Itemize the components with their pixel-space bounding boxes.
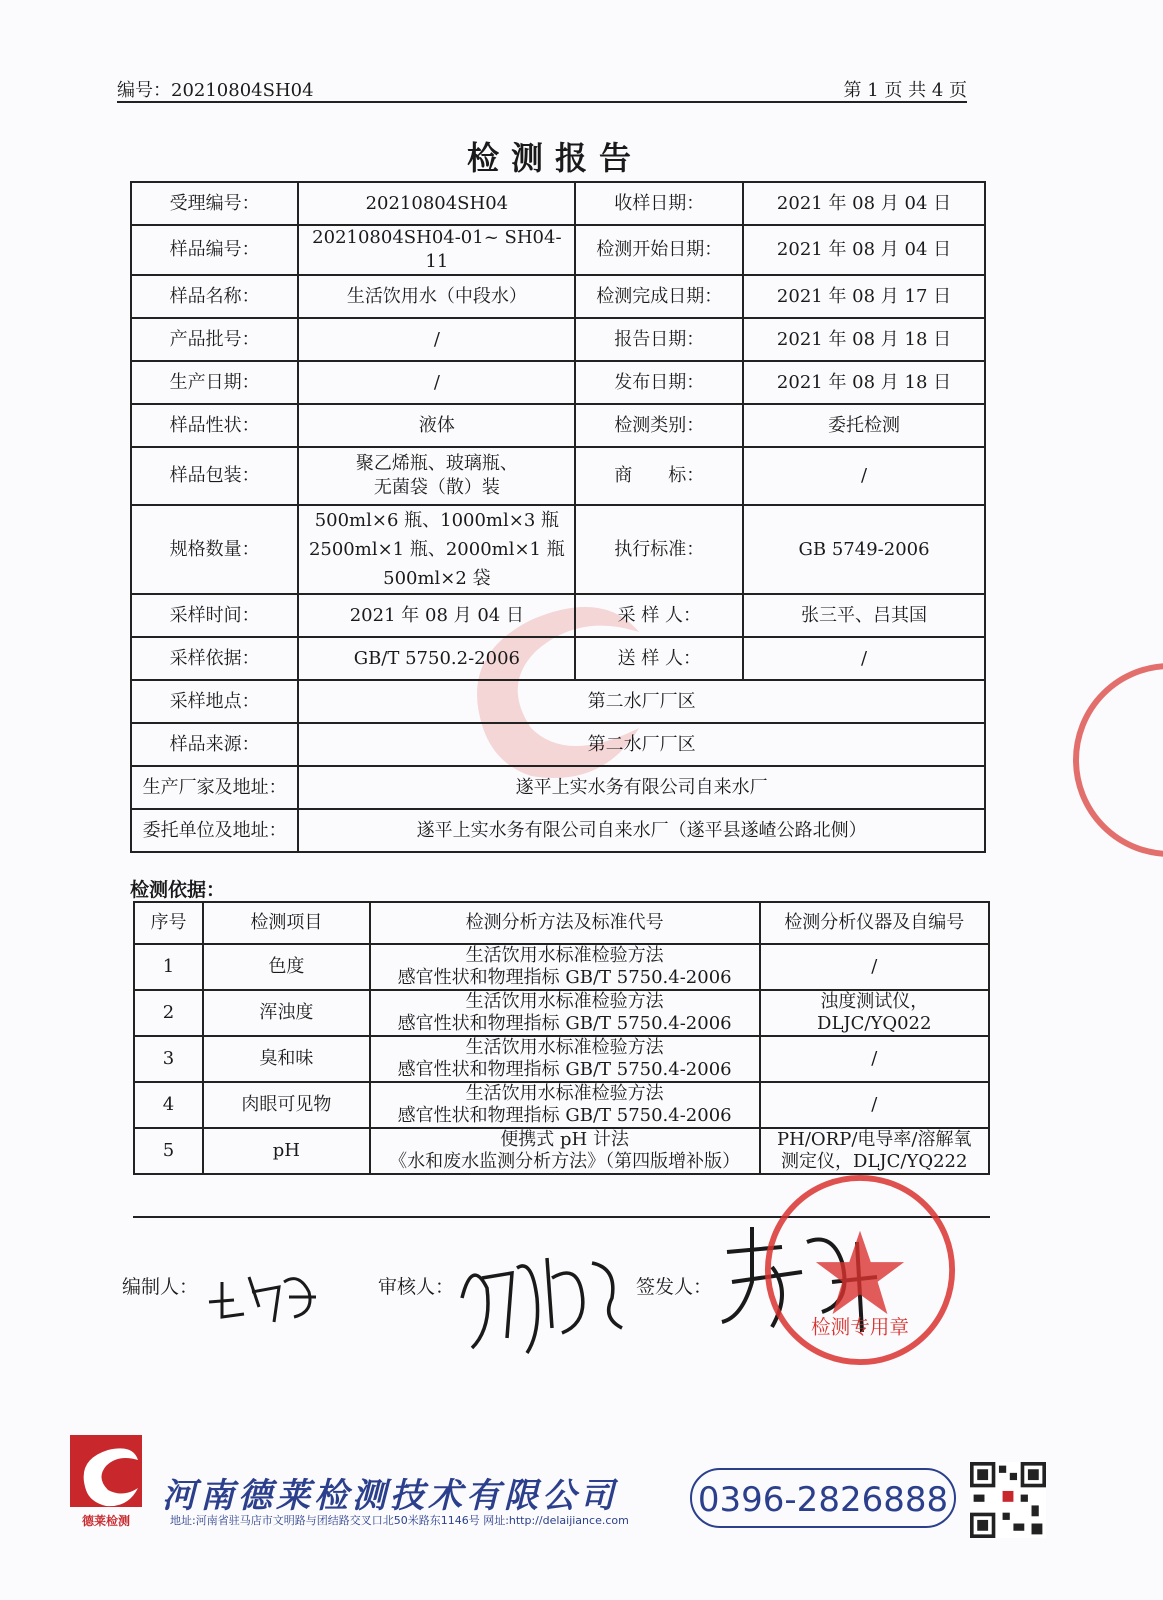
- issuer-label: 签发人：: [636, 1276, 713, 1298]
- cell-line: PH/ORP/电导率/溶解氧: [777, 1129, 972, 1150]
- info-label: 样品性状：: [131, 404, 298, 447]
- row-number: 2: [134, 990, 203, 1036]
- qr-code-icon: [970, 1462, 1046, 1538]
- info-label: 采样依据：: [131, 637, 298, 680]
- info-row: [131, 766, 985, 809]
- cell-line: 生活饮用水标准检验方法: [465, 1037, 664, 1058]
- info-row: [131, 809, 985, 852]
- info-value: 2021 年 08 月 04 日: [743, 225, 985, 275]
- compiler-signature: [204, 1262, 324, 1332]
- official-seal-icon: [762, 1172, 958, 1368]
- info-value: 遂平上实水务有限公司自来水厂（遂平县遂嵖公路北侧）: [298, 809, 985, 852]
- reviewer-signature: [452, 1238, 632, 1368]
- info-row: [131, 447, 985, 505]
- company-logo-icon: [68, 1430, 148, 1530]
- info-label: 检测类别：: [575, 404, 743, 447]
- column-header: 序号: [134, 902, 203, 944]
- info-row: [131, 505, 985, 594]
- info-row: [131, 404, 985, 447]
- test-instrument: [760, 1036, 990, 1082]
- info-value: 2021 年 08 月 04 日: [743, 182, 985, 225]
- table-row: [134, 944, 989, 990]
- cell-line: 生活饮用水标准检验方法: [465, 1083, 664, 1104]
- info-row: [131, 318, 985, 361]
- info-value: 第二水厂厂区: [298, 723, 985, 766]
- column-header: 检测项目: [203, 902, 370, 944]
- test-instrument: [760, 990, 990, 1036]
- cell-line: 《水和废水监测分析方法》（第四版增补版）: [389, 1151, 741, 1172]
- test-basis-table: [133, 901, 990, 1175]
- basis-section-title: 检测依据：: [130, 879, 226, 901]
- info-value: [298, 505, 575, 594]
- info-label: 委托单位及地址：: [131, 809, 298, 852]
- info-label: 样品名称：: [131, 275, 298, 318]
- info-label: 样品编号：: [131, 225, 298, 275]
- info-label: 执行标准：: [575, 505, 743, 594]
- info-label: 检测开始日期：: [575, 225, 743, 275]
- info-label: 收样日期：: [575, 182, 743, 225]
- info-label: 生产厂家及地址：: [131, 766, 298, 809]
- cell-line: 生活饮用水标准检验方法: [465, 945, 664, 966]
- info-label: 采 样 人：: [575, 594, 743, 637]
- test-method: [370, 990, 760, 1036]
- table-row: [134, 990, 989, 1036]
- info-value: 2021 年 08 月 17 日: [743, 275, 985, 318]
- info-value: 遂平上实水务有限公司自来水厂: [298, 766, 985, 809]
- company-name: 河南德莱检测技术有限公司: [162, 1476, 618, 1516]
- cell-line: 无菌袋（散）装: [373, 477, 500, 498]
- info-label: 生产日期：: [131, 361, 298, 404]
- table-row: [134, 1082, 989, 1128]
- info-row: [131, 723, 985, 766]
- info-row: [131, 225, 985, 275]
- logo-text: 德莱检测: [81, 1514, 131, 1528]
- row-number: 4: [134, 1082, 203, 1128]
- sample-info-table: [130, 181, 986, 853]
- info-row: [131, 361, 985, 404]
- cell-line: /: [871, 1094, 878, 1115]
- table-row: [134, 1128, 989, 1174]
- info-value: GB 5749-2006: [743, 505, 985, 594]
- test-instrument: [760, 1082, 990, 1128]
- info-label: 发布日期：: [575, 361, 743, 404]
- test-item: 浑浊度: [203, 990, 370, 1036]
- info-label: 产品批号：: [131, 318, 298, 361]
- cell-line: 感官性状和物理指标 GB/T 5750.4-2006: [397, 1105, 732, 1126]
- info-value: 张三平、吕其国: [743, 594, 985, 637]
- info-label: 报告日期：: [575, 318, 743, 361]
- test-instrument: [760, 944, 990, 990]
- info-value: GB/T 5750.2-2006: [298, 637, 575, 680]
- test-instrument: [760, 1128, 990, 1174]
- info-row: [131, 637, 985, 680]
- cell-line: 感官性状和物理指标 GB/T 5750.4-2006: [397, 1059, 732, 1080]
- cell-line: 500ml×2 袋: [383, 568, 491, 589]
- info-label: 送 样 人：: [575, 637, 743, 680]
- info-label: 样品包装：: [131, 447, 298, 505]
- cell-line: 感官性状和物理指标 GB/T 5750.4-2006: [397, 967, 732, 988]
- test-method: [370, 944, 760, 990]
- info-row: [131, 182, 985, 225]
- test-item: 色度: [203, 944, 370, 990]
- column-header: 检测分析方法及标准代号: [370, 902, 760, 944]
- column-header: 检测分析仪器及自编号: [760, 902, 990, 944]
- test-method: [370, 1036, 760, 1082]
- cell-line: 便携式 pH 计法: [500, 1129, 629, 1150]
- company-phone: 0396-2826888: [690, 1468, 956, 1528]
- row-number: 1: [134, 944, 203, 990]
- info-label: 检测完成日期：: [575, 275, 743, 318]
- cell-line: 生活饮用水标准检验方法: [465, 991, 664, 1012]
- test-item: pH: [203, 1128, 370, 1174]
- cell-line: 2500ml×1 瓶、2000ml×1 瓶: [308, 539, 565, 560]
- cell-line: 聚乙烯瓶、玻璃瓶、: [355, 453, 518, 474]
- info-value: 委托检测: [743, 404, 985, 447]
- table-row: [134, 1036, 989, 1082]
- basis-header-row: [134, 902, 989, 944]
- cell-line: DLJC/YQ022: [817, 1013, 932, 1034]
- info-row: [131, 680, 985, 723]
- info-value: 生活饮用水（中段水）: [298, 275, 575, 318]
- seal-label: 检测专用章: [811, 1315, 909, 1339]
- info-value: /: [743, 637, 985, 680]
- test-method: [370, 1082, 760, 1128]
- info-label: 样品来源：: [131, 723, 298, 766]
- info-value: 2021 年 08 月 18 日: [743, 361, 985, 404]
- info-value: 20210804SH04-01~ SH04-11: [298, 225, 575, 275]
- info-label: 规格数量：: [131, 505, 298, 594]
- cell-line: 500ml×6 瓶、1000ml×3 瓶: [314, 510, 560, 531]
- report-number: 编号：20210804SH04: [117, 80, 314, 101]
- cell-line: /: [871, 956, 878, 977]
- info-label: 受理编号：: [131, 182, 298, 225]
- header-divider: [117, 101, 967, 103]
- company-address: 地址:河南省驻马店市文明路与团结路交叉口北50米路东1146号 网址:http://delaijiance.com: [170, 1514, 629, 1527]
- page-indicator: 第 1 页 共 4 页: [843, 80, 967, 101]
- info-row: [131, 275, 985, 318]
- test-item: 肉眼可见物: [203, 1082, 370, 1128]
- cell-line: 感官性状和物理指标 GB/T 5750.4-2006: [397, 1013, 732, 1034]
- info-value: [298, 447, 575, 505]
- info-value: 20210804SH04: [298, 182, 575, 225]
- partial-seal-icon: [1060, 650, 1163, 870]
- row-number: 5: [134, 1128, 203, 1174]
- info-row: [131, 594, 985, 637]
- info-value: 第二水厂厂区: [298, 680, 985, 723]
- test-method: [370, 1128, 760, 1174]
- info-label: 商 标：: [575, 447, 743, 505]
- info-value: 2021 年 08 月 04 日: [298, 594, 575, 637]
- cell-line: 测定仪，DLJC/YQ222: [781, 1151, 968, 1172]
- info-value: /: [298, 318, 575, 361]
- info-value: /: [743, 447, 985, 505]
- info-value: 液体: [298, 404, 575, 447]
- cell-line: /: [871, 1048, 878, 1069]
- test-item: 臭和味: [203, 1036, 370, 1082]
- page-title: 检测报告: [466, 139, 643, 177]
- cell-line: 浊度测试仪，: [820, 991, 929, 1012]
- compiler-label: 编制人：: [122, 1276, 199, 1298]
- info-label: 采样地点：: [131, 680, 298, 723]
- info-value: 2021 年 08 月 18 日: [743, 318, 985, 361]
- info-label: 采样时间：: [131, 594, 298, 637]
- row-number: 3: [134, 1036, 203, 1082]
- info-value: /: [298, 361, 575, 404]
- reviewer-label: 审核人：: [378, 1276, 455, 1298]
